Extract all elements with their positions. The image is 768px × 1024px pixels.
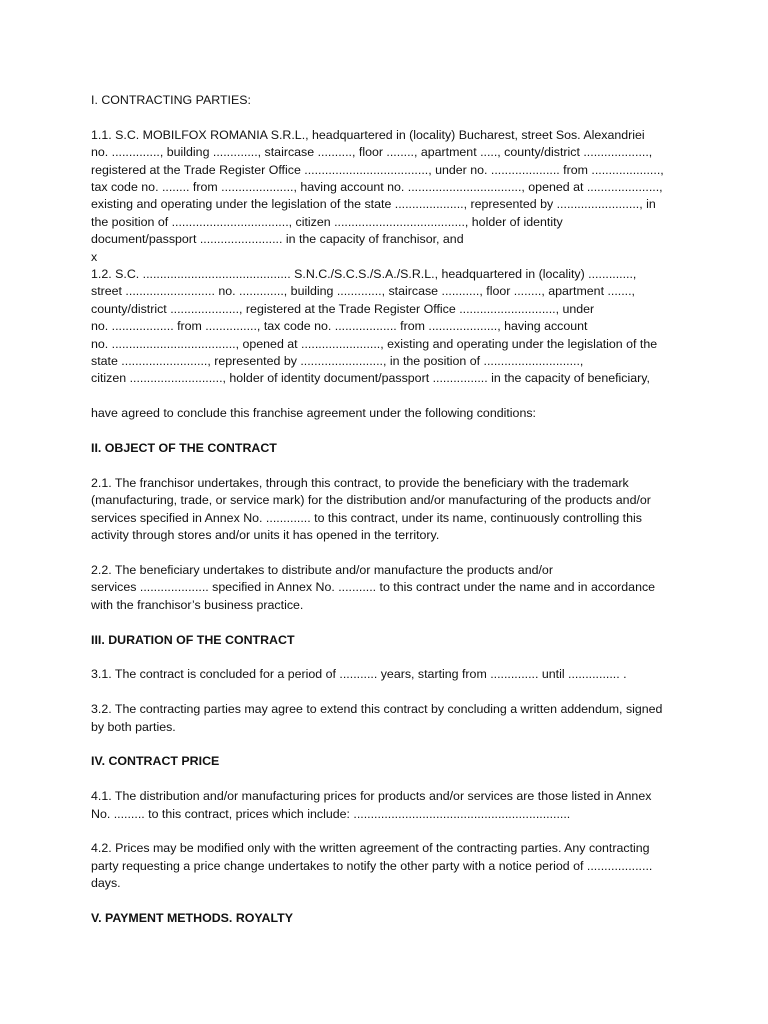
clause-1-1	[91, 127, 681, 249]
document-page	[91, 92, 681, 945]
section-heading-price: IV. CONTRACT PRICE	[91, 754, 220, 769]
clause-1-2-line: no. .................. from ..............., tax code no. .................. from ...................., having account	[91, 319, 588, 334]
clause-2-2-line: 2.2. The beneficiary undertakes to distribute and/or manufacture the products and/or	[91, 562, 553, 577]
clause-4-2-line: 4.2. Prices may be modified only with the written agreement of the contracting parties. Any contracting	[91, 841, 650, 856]
clause-2-1-line: services specified in Annex No. ............. to this contract, under its name, continuously controlling this	[91, 510, 642, 525]
clause-2-1-line: (manufacturing, trade, or service mark) for the distribution and/or manufacturing of the products and/or	[91, 493, 651, 508]
section-heading-duration: III. DURATION OF THE CONTRACT	[91, 632, 295, 647]
clause-1-2-line: no. ...................................., opened at ......................., existing and operating under the legislation of the	[91, 336, 658, 351]
clause-1-1-line: 1.1. S.C. MOBILFOX ROMANIA S.R.L., headquartered in (locality) Bucharest, street Sos. Alexandriei	[91, 127, 645, 142]
clause-1-1-line: document/passport ........................ in the capacity of franchisor, and	[91, 232, 464, 247]
section-heading-payment: V. PAYMENT METHODS. ROYALTY	[91, 910, 293, 925]
clause-4-1-line: 4.1. The distribution and/or manufacturing prices for products and/or services are those listed in Annex	[91, 789, 652, 804]
clause-2-1-line: activity through stores and/or units it has opened in the territory.	[91, 528, 440, 543]
clause-3-2-line: 3.2. The contracting parties may agree to extend this contract by concluding a written addendum, signed	[91, 702, 663, 717]
clause-4-2-line: party requesting a price change undertakes to notify the other party with a notice period of ...................	[91, 858, 653, 873]
clause-1-2-line: 1.2. S.C. ........................................... S.N.C./S.C.S./S.A./S.R.L., headquartered in (locality) .............,	[91, 267, 637, 282]
clause-3-2-line: by both parties.	[91, 719, 176, 734]
clause-4-1	[91, 788, 681, 823]
clause-3-2	[91, 701, 681, 736]
clause-2-2-line: services .................... specified in Annex No. ........... to this contract under the name and in accordance	[91, 580, 656, 595]
clause-1-2-line: state ........................., represented by ........................, in the position of ............................,	[91, 354, 584, 369]
clause-4-2-line: days.	[91, 876, 121, 891]
clause-1-2	[91, 266, 681, 388]
clause-1-2-line: street .......................... no. ............., building ............., staircase ..........., floor ........, apartment .......,	[91, 284, 635, 299]
clause-1-1-line: tax code no. ........ from ....................., having account no. ................................., opened at .....................,	[91, 180, 663, 195]
clause-4-1-line: No. ......... to this contract, prices which include: ...............................................................	[91, 806, 571, 821]
agreement-statement	[91, 405, 681, 422]
clause-1-1-line: existing and operating under the legislation of the state ...................., represented by ........................, in	[91, 197, 656, 212]
party-separator	[91, 249, 681, 266]
clause-1-1-line: no. .............., building ............., staircase .........., floor ........, apartment ....., county/district ...................,	[91, 145, 653, 160]
clause-2-1	[91, 475, 681, 545]
clause-1-2-line: county/district ...................., registered at the Trade Register Office ............................, under	[91, 301, 595, 316]
party-separator-text: x	[91, 249, 98, 264]
clause-4-2	[91, 840, 681, 892]
clause-3-1	[91, 666, 681, 683]
clause-2-2	[91, 562, 681, 614]
clause-2-1-line: 2.1. The franchisor undertakes, through this contract, to provide the beneficiary with the trademark	[91, 475, 629, 490]
clause-1-2-line: citizen ..........................., holder of identity document/passport ................ in the capacity of beneficiary,	[91, 371, 650, 386]
clause-1-1-line: the position of .................................., citizen ......................................, holder of identity	[91, 214, 563, 229]
clause-2-2-line: with the franchisor’s business practice.	[91, 597, 304, 612]
agreement-statement-text: have agreed to conclude this franchise agreement under the following conditions:	[91, 406, 536, 421]
section-heading-object: II. OBJECT OF THE CONTRACT	[91, 441, 277, 456]
clause-1-1-line: registered at the Trade Register Office ...................................., under no. .................... from ....................,	[91, 162, 664, 177]
section-heading-contracting-parties: I. CONTRACTING PARTIES:	[91, 93, 251, 107]
clause-3-1-line: 3.1. The contract is concluded for a period of ........... years, starting from .............. until ............... .	[91, 667, 627, 682]
